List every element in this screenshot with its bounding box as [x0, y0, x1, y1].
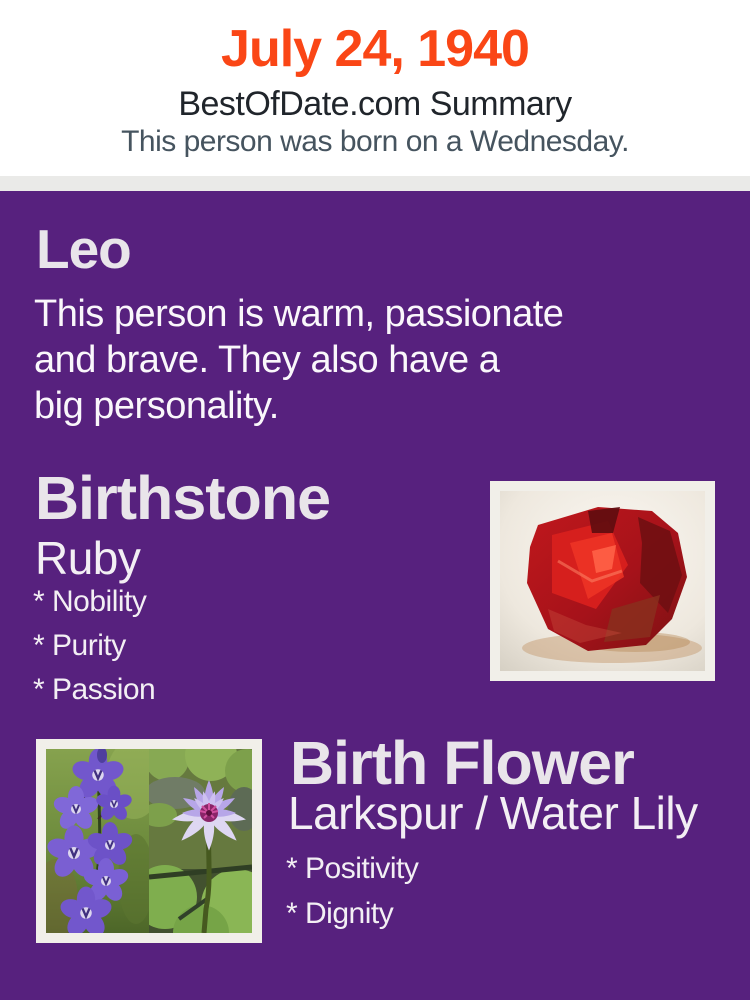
header-divider	[0, 176, 750, 191]
zodiac-description-line: big personality.	[34, 385, 279, 427]
birth-flower-name: Larkspur / Water Lily	[288, 787, 698, 839]
details-panel	[0, 191, 750, 1000]
birth-flower-photo-frame	[36, 739, 262, 943]
date-title: July 24, 1940	[221, 20, 529, 78]
zodiac-title: Leo	[36, 218, 131, 280]
birth-flower-trait: * Dignity	[286, 897, 394, 930]
birth-flower-trait: * Positivity	[286, 852, 419, 885]
header	[0, 0, 750, 176]
birth-flower-title: Birth Flower	[290, 729, 634, 797]
birthstone-photo-frame	[490, 481, 715, 681]
birth-flower-trait-list	[286, 854, 418, 944]
zodiac-description-line: This person is warm, passionate	[34, 293, 564, 335]
born-day-subtitle: This person was born on a Wednesday.	[121, 125, 629, 158]
ruby-gemstone-photo	[500, 491, 705, 671]
birthstone-trait-list	[33, 587, 155, 719]
birthstone-name: Ruby	[35, 532, 141, 584]
larkspur-photo	[46, 749, 149, 933]
water-lily-photo	[149, 749, 252, 933]
site-summary-title: BestOfDate.com Summary	[178, 85, 572, 123]
zodiac-description-line: and brave. They also have a	[34, 339, 500, 381]
birthstone-trait: * Passion	[33, 673, 156, 706]
zodiac-description	[34, 291, 563, 429]
birthstone-trait: * Purity	[33, 629, 126, 662]
birthstone-trait: * Nobility	[33, 585, 147, 618]
birthstone-title: Birthstone	[35, 464, 330, 532]
